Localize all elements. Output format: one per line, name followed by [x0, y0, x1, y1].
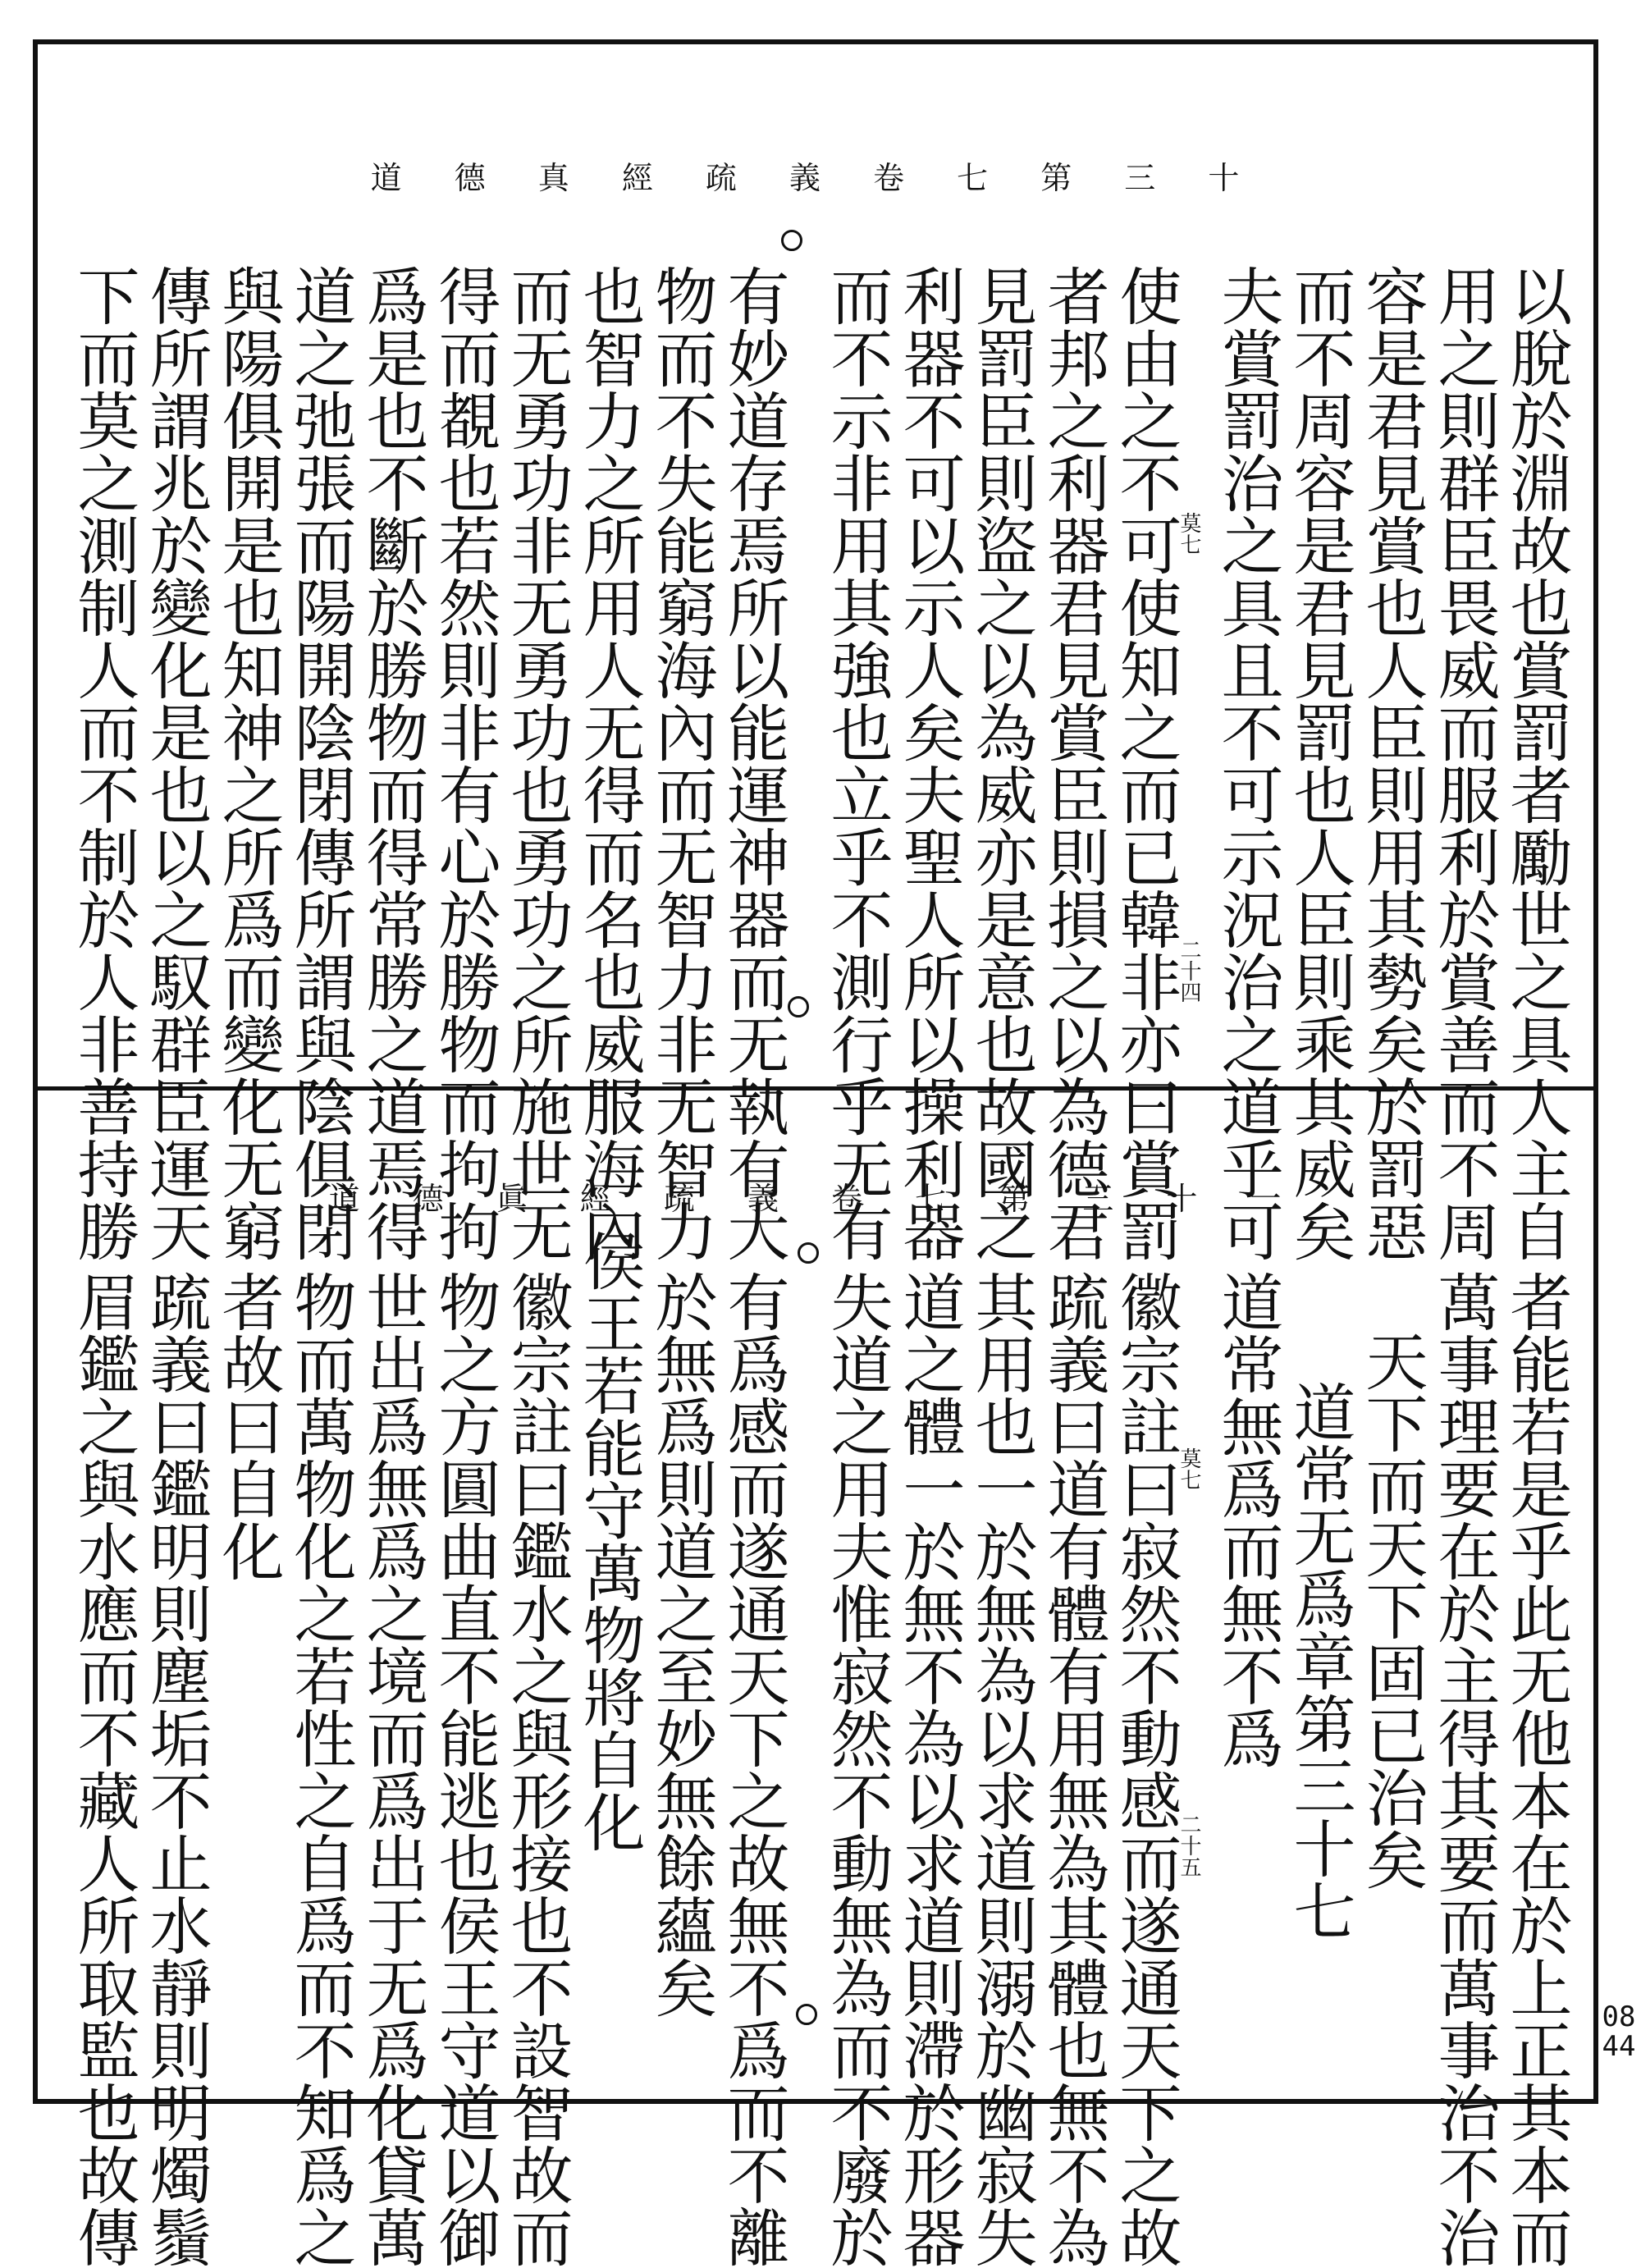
text-column: 夫賞罰治之具且不可示況治之道乎可 — [1211, 264, 1284, 1262]
text-column: 者故曰自化 — [212, 1270, 285, 1582]
text-column: 眉鑑之與水應而不藏人所取監也故傳 — [67, 1270, 140, 2268]
text-column: 爲是也不斷於勝物而得常勝之道焉得 — [356, 264, 429, 1262]
text-column: 也智力之所用人无得而名也威服海內 — [573, 264, 646, 1262]
page-number: 0844 — [1602, 2001, 1636, 2063]
text-column: 者能若是乎此无他本在於上正其本而 — [1500, 1270, 1573, 2268]
lower-page — [38, 1091, 1593, 2268]
marginal-note: 二十四 — [1177, 939, 1201, 1003]
text-column: 有爲感而遂通天下之故無不爲而不離 — [717, 1270, 790, 2268]
text-column: 徽宗註曰寂然不動感而遂通天下之故 — [1109, 1270, 1182, 2268]
circle-mark — [788, 996, 809, 1017]
text-column: 而不周容是君見罰也人臣則乘其威矣 — [1283, 264, 1356, 1262]
text-column: 有妙道存焉所以能運神器而无執有大 — [717, 264, 790, 1262]
text-column: 䟽義曰道有體有用無為其體也無不為 — [1037, 1270, 1110, 2268]
text-column: 與陽俱開是也知神之所爲而變化无窮 — [212, 264, 285, 1262]
text-column: 道之體一於無不為以求道則滯於形器 — [893, 1270, 966, 2268]
upper-running-header: 道 德 真 經 疏 義 卷 七 第 三 十 — [370, 160, 1261, 196]
text-column: 物而不失能窮海內而无智力非无智力 — [645, 264, 718, 1262]
circle-mark — [798, 1242, 819, 1264]
text-column: 萬事理要在於主得其要而萬事治不治 — [1428, 1270, 1501, 2268]
marginal-note: 莫七 — [1177, 512, 1201, 555]
circle-mark — [796, 2004, 817, 2025]
text-column: 使由之不可使知之而已韓非亦曰賞罰 — [1109, 264, 1182, 1262]
text-column: 世出爲無爲之境而爲出于无爲化貸萬 — [356, 1270, 429, 2268]
text-column: 物而萬物化之若性之自爲而不知爲之 — [284, 1270, 357, 2268]
text-column: 利器不可以示人矣夫聖人所以操利器 — [893, 264, 966, 1262]
text-column: 其用也一於無為以求道則溺於幽寂失 — [965, 1270, 1038, 2268]
text-column: 者邦之利器君見賞臣則損之以為德君 — [1037, 264, 1110, 1262]
text-column: 道之弛張而陽開陰閉傳所謂與陰俱閉 — [284, 264, 357, 1262]
text-column: 見罰臣則盜之以為威亦是意也故國之 — [965, 264, 1038, 1262]
marginal-note: 莫七 — [1177, 1447, 1201, 1490]
text-column: 天下而天下固已治矣 — [1355, 1329, 1428, 1891]
chapter-title: 道常无爲章第三十七 — [1283, 1380, 1356, 1941]
text-column: 容是君見賞也人臣則用其勢矣於罰惡 — [1355, 264, 1428, 1262]
text-column: 用之則群臣畏威而服利於賞善而不周 — [1428, 264, 1501, 1262]
text-column: 䟽義曰鑑明則塵垢不止水靜則明燭鬚 — [139, 1270, 213, 2268]
text-column: 徽宗註曰鑑水之與形接也不設智故而 — [501, 1270, 574, 2268]
marginal-note: 二十五 — [1177, 1813, 1201, 1877]
text-column: 侯王若能守萬物將自化 — [573, 1229, 646, 1853]
text-column: 而无勇功非无勇功也勇功之所施世无 — [501, 264, 574, 1262]
text-column: 道常無爲而無不爲 — [1211, 1270, 1284, 1769]
text-column: 以脫於淵故也賞罰者勵世之具人主自 — [1500, 264, 1573, 1262]
text-column: 得而覩也若然則非有心於勝物而拘拘 — [428, 264, 501, 1262]
circle-mark — [781, 230, 802, 251]
text-column: 於無爲則道之至妙無餘蘊矣 — [645, 1270, 718, 2019]
text-column: 而不示非用其強也立乎不測行乎无有 — [820, 264, 894, 1262]
text-column: 傳所謂兆於變化是也以之馭群臣運天 — [139, 264, 213, 1262]
lower-running-header: 道 德 眞 經 疏 義 卷 七 第 三 十 一 — [328, 1181, 1303, 1217]
text-column: 物之方圓曲直不能逃也侯王守道以御 — [428, 1270, 501, 2268]
text-column: 失道之用夫惟寂然不動無為而不廢於 — [820, 1270, 894, 2268]
text-column: 下而莫之測制人而不制於人非善持勝 — [67, 264, 140, 1262]
